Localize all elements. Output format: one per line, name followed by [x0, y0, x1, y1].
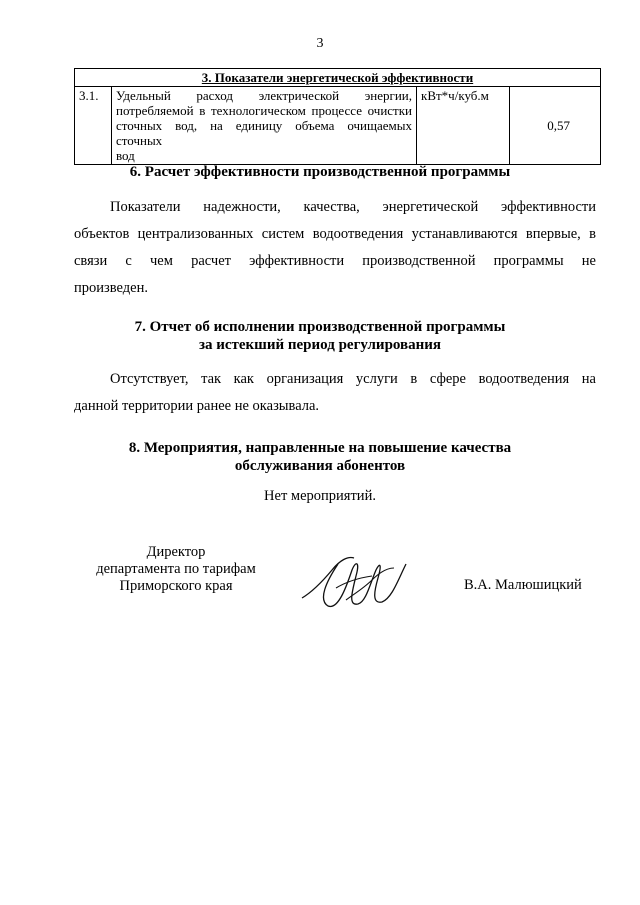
section7-paragraph: [74, 366, 596, 420]
paragraph-line: данной территории ранее не оказывала.: [74, 398, 320, 414]
signatory-title: [76, 544, 276, 595]
row-description: [112, 87, 417, 165]
signatory-title-line: Приморского края: [119, 578, 233, 594]
row-description-line: Удельный расход электрической энергии,: [116, 88, 412, 103]
row-value: 0,57: [510, 87, 601, 165]
indicators-table: [74, 68, 601, 165]
table-section-title: 3. Показатели энергетической эффективности: [75, 69, 601, 87]
row-description-line: потребляемой в технологическом процессе очистки: [116, 103, 412, 118]
paragraph-line: Показатели надежности, качества, энергетической эффективности: [110, 199, 596, 215]
section7-heading-line: 7. Отчет об исполнении производственной программы: [134, 319, 506, 335]
section6-paragraph: [74, 194, 596, 302]
section8-heading: [0, 439, 640, 475]
table-section-row: [75, 69, 601, 87]
paragraph-line: произведен.: [74, 280, 148, 296]
section8-text: Нет мероприятий.: [264, 488, 376, 504]
row-number: 3.1.: [75, 87, 112, 165]
table-row: [75, 87, 601, 165]
section7-heading: [0, 318, 640, 354]
signatory-title-line: департамента по тарифам: [96, 561, 256, 577]
row-description-line: вод: [116, 148, 135, 163]
row-description-line: сточных вод, на единицу объема очищаемых сточных: [116, 118, 412, 148]
row-unit: кВт*ч/куб.м: [417, 87, 510, 165]
page-number: 3: [316, 36, 324, 51]
paragraph-line: связи с чем расчет эффективности производственной программы не: [74, 253, 596, 269]
handwritten-signature: [296, 548, 414, 618]
signatory-title-line: Директор: [146, 544, 206, 560]
paragraph-line: объектов централизованных систем водоотведения устанавливаются впервые, в: [74, 226, 596, 242]
section7-heading-line: за истекший период регулирования: [198, 337, 442, 353]
paragraph-line: Отсутствует, так как организация услуги в сфере водоотведения на: [110, 371, 596, 387]
section8-heading-line: 8. Мероприятия, направленные на повышение качества: [128, 440, 512, 456]
section6-heading: 6. Расчет эффективности производственной программы: [129, 164, 511, 180]
signatory-name: В.А. Малюшицкий: [464, 577, 582, 593]
section8-heading-line: обслуживания абонентов: [234, 458, 406, 474]
